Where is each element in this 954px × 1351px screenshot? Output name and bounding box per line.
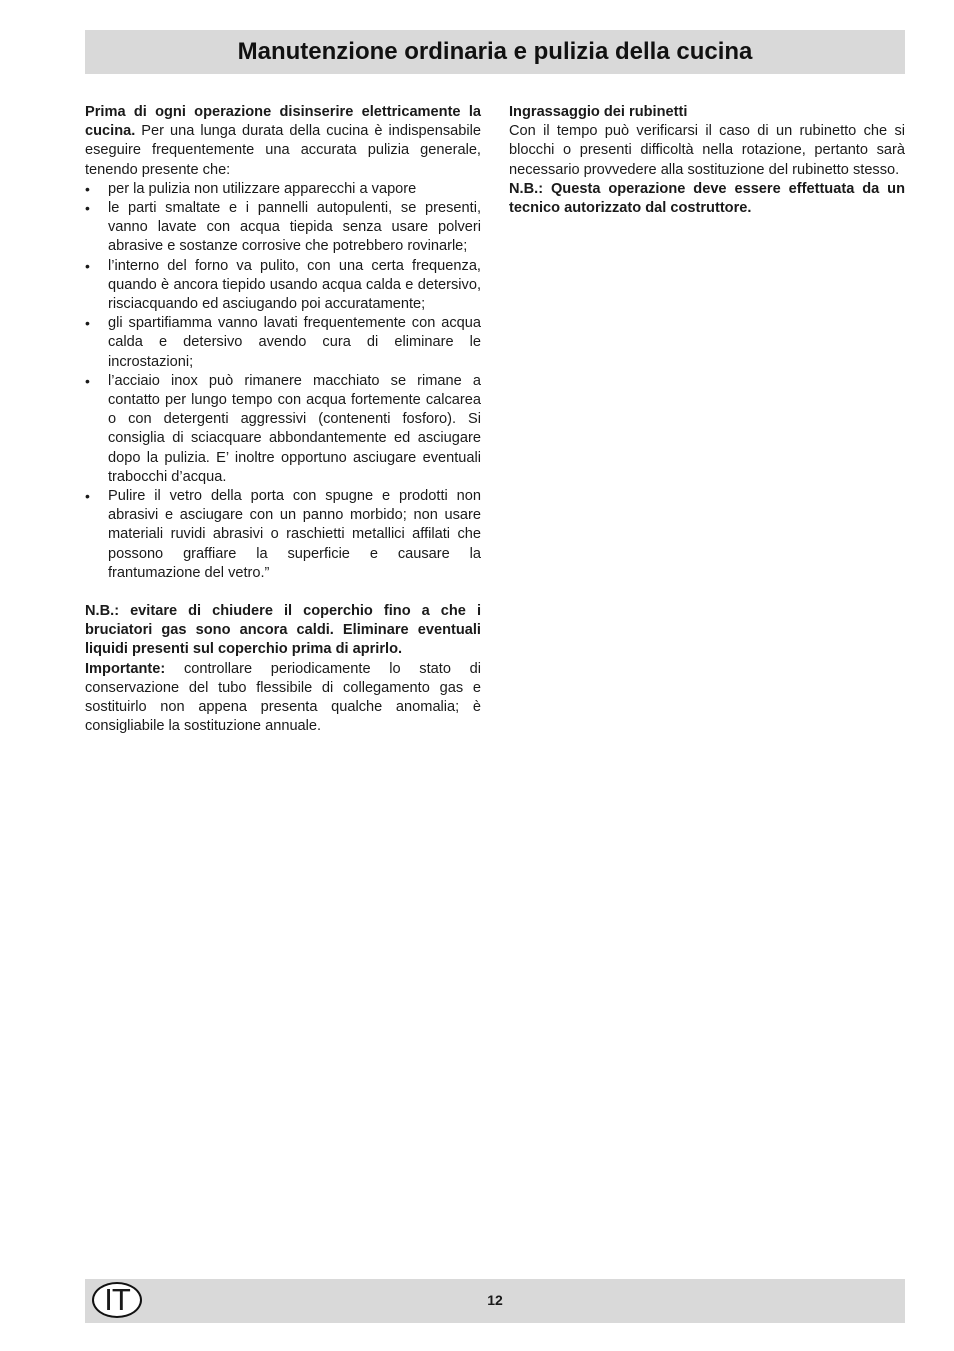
- list-item: • per la pulizia non utilizzare apparecchi a vapore: [85, 180, 481, 199]
- list-item: • l’interno del forno va pulito, con una certa frequenza, quando è ancora tiepido usando acqua calda e detersivo, risciacquando ed asciugando poi accuratamente;: [85, 257, 481, 315]
- important-text: controllare periodicamente lo stato di conservazione del tubo flessibile di collegamento gas e sostituirlo non appena presenta qualche anomalia; è consigliabile la sostituzione annuale.: [85, 660, 481, 735]
- left-column: [85, 103, 481, 737]
- nb-lid-note: [85, 602, 481, 660]
- page-number: 12: [487, 1292, 503, 1308]
- list-item: • gli spartifiamma vanno lavati frequentemente con acqua calda e detersivo avendo cura di eliminare le incrostazioni;: [85, 314, 481, 372]
- intro-warning: Prima di ogni operazione disinserire elettricamente la cucina.: [85, 104, 481, 140]
- language-badge: IT: [92, 1282, 142, 1318]
- intro-text: Per una lunga durata della cucina è indispensabile eseguire frequentemente una accurata pulizia generale, tenendo presente che:: [85, 123, 481, 178]
- section-heading-text: Ingrassaggio dei rubinetti: [509, 104, 688, 120]
- tap-maintenance-body: Con il tempo può verificarsi il caso di un rubinetto che si blocchi o presenti difficoltà nella rotazione, pertanto sarà necessario provvedere alla sostituzione del rubinetto stesso.: [509, 123, 905, 178]
- list-item: • le parti smaltate e i pannelli autopulenti, se presenti, vanno lavate con acqua tiepida senza usare polveri abrasive e sostanze corrosive che potrebbero rovinarle;: [85, 199, 481, 257]
- list-item: • l’acciaio inox può rimanere macchiato se rimane a contatto per lungo tempo con acqua fortemente calcarea o con detergenti aggressivi (contenenti fosforo). Si consiglia di sciacquare abbondantemente ed asciugare dopo la pulizia. E’ inoltre opportuno asciugare eventuali trabocchi d’acqua.: [85, 372, 481, 487]
- important-label: Importante:: [85, 660, 166, 677]
- section-heading: [509, 103, 905, 122]
- nb-technician-note: [509, 180, 905, 218]
- nb-technician-note-text: N.B.: Questa operazione deve essere effettuata da un tecnico autorizzato dal costruttore.: [509, 180, 905, 217]
- footer-bar: [85, 1279, 905, 1323]
- page-title: Manutenzione ordinaria e pulizia della cucina: [237, 38, 753, 65]
- list-item: • Pulire il vetro della porta con spugne e prodotti non abrasivi e asciugare con un panno morbido; non usare materiali ruvidi abrasivi o raschietti metallici affilati che possono graffiare la superficie e causare la frantumazione del vetro.”: [85, 487, 481, 583]
- important-note: [85, 660, 481, 737]
- cleaning-tips-list: [85, 180, 481, 583]
- nb-lid-note-text: N.B.: evitare di chiudere il coperchio fino a che i bruciatori gas sono ancora caldi. Eliminare eventuali liquidi presenti sul coperchio prima di aprirlo.: [85, 603, 481, 658]
- title-bar: [85, 30, 905, 74]
- right-column: [509, 103, 905, 218]
- intro-paragraph: [85, 103, 481, 180]
